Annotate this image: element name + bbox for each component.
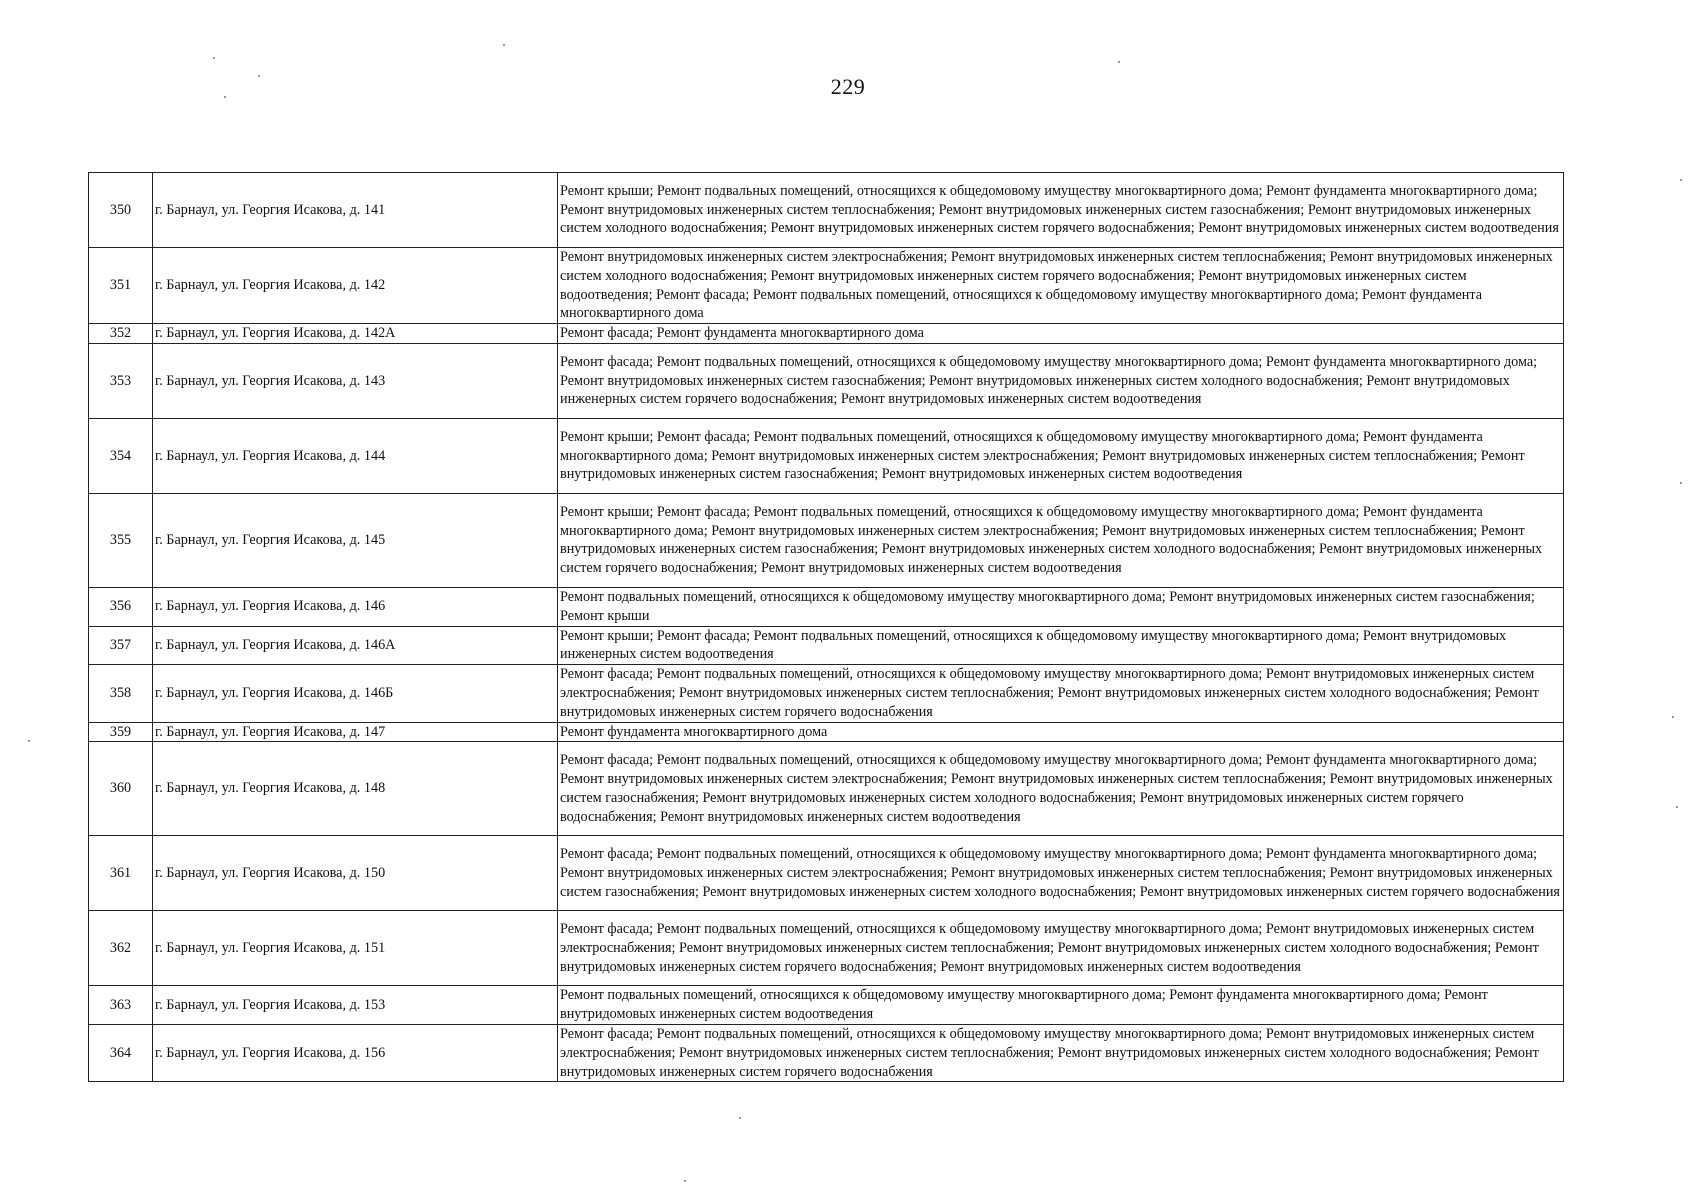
table-row [89,722,1564,742]
row-number: 357 [89,626,153,665]
row-works: Ремонт фасада; Ремонт подвальных помещений, относящихся к общедомовому имуществу многоквартирного дома; Ремонт внутридомовых инженерных систем электроснабжения; Ремонт внутридомовых инженерных систем теплоснабжения; Ремонт внутридомовых инженерных систем холодного водоснабжения; Ремонт внутридомовых инженерных систем горячего водоснабжения [558,1024,1564,1081]
table-row [89,173,1564,248]
row-number: 363 [89,986,153,1025]
row-number: 352 [89,324,153,344]
row-works: Ремонт крыши; Ремонт фасада; Ремонт подвальных помещений, относящихся к общедомовому имуществу многоквартирного дома; Ремонт фундамента многоквартирного дома; Ремонт внутридомовых инженерных систем электроснабжения; Ремонт внутридомовых инженерных систем теплоснабжения; Ремонт внутридомовых инженерных систем газоснабжения; Ремонт внутридомовых инженерных систем холодного водоснабжения; Ремонт внутридомовых инженерных систем горячего водоснабжения; Ремонт внутридомовых инженерных систем водоотведения [558,493,1564,587]
table-row [89,665,1564,722]
row-number: 351 [89,248,153,324]
row-address: г. Барнаул, ул. Георгия Исакова, д. 147 [153,722,558,742]
row-address: г. Барнаул, ул. Георгия Исакова, д. 144 [153,418,558,493]
row-address: г. Барнаул, ул. Георгия Исакова, д. 142 [153,248,558,324]
scan-speck [224,96,226,98]
scan-speck [258,75,260,77]
row-works: Ремонт внутридомовых инженерных систем электроснабжения; Ремонт внутридомовых инженерных систем теплоснабжения; Ремонт внутридомовых инженерных систем холодного водоснабжения; Ремонт внутридомовых инженерных систем горячего водоснабжения; Ремонт внутридомовых инженерных систем водоотведения; Ремонт фасада; Ремонт подвальных помещений, относящихся к общедомовому имуществу многоквартирного дома; Ремонт фундамента многоквартирного дома [558,248,1564,324]
row-address: г. Барнаул, ул. Георгия Исакова, д. 146А [153,626,558,665]
row-address: г. Барнаул, ул. Георгия Исакова, д. 143 [153,343,558,418]
row-works: Ремонт фасада; Ремонт подвальных помещений, относящихся к общедомовому имуществу многоквартирного дома; Ремонт внутридомовых инженерных систем электроснабжения; Ремонт внутридомовых инженерных систем теплоснабжения; Ремонт внутридомовых инженерных систем холодного водоснабжения; Ремонт внутридомовых инженерных систем горячего водоснабжения [558,665,1564,722]
table-row [89,1024,1564,1081]
row-works: Ремонт подвальных помещений, относящихся к общедомовому имуществу многоквартирного дома; Ремонт внутридомовых инженерных систем газоснабжения; Ремонт крыши [558,587,1564,626]
row-number: 350 [89,173,153,248]
table-row [89,324,1564,344]
row-works: Ремонт фасада; Ремонт подвальных помещений, относящихся к общедомовому имуществу многоквартирного дома; Ремонт фундамента многоквартирного дома; Ремонт внутридомовых инженерных систем газоснабжения; Ремонт внутридомовых инженерных систем холодного водоснабжения; Ремонт внутридомовых инженерных систем горячего водоснабжения; Ремонт внутридомовых инженерных систем водоотведения [558,343,1564,418]
row-works: Ремонт крыши; Ремонт подвальных помещений, относящихся к общедомовому имуществу многоквартирного дома; Ремонт фундамента многоквартирного дома; Ремонт внутридомовых инженерных систем теплоснабжения; Ремонт внутридомовых инженерных систем газоснабжения; Ремонт внутридомовых инженерных систем холодного водоснабжения; Ремонт внутридомовых инженерных систем горячего водоснабжения; Ремонт внутридомовых инженерных систем водоотведения [558,173,1564,248]
row-number: 364 [89,1024,153,1081]
scan-speck [1680,482,1682,484]
table-row [89,248,1564,324]
table-row [89,911,1564,986]
row-works: Ремонт фундамента многоквартирного дома [558,722,1564,742]
row-address: г. Барнаул, ул. Георгия Исакова, д. 151 [153,911,558,986]
row-address: г. Барнаул, ул. Георгия Исакова, д. 148 [153,742,558,836]
row-number: 361 [89,836,153,911]
scan-speck [684,1180,686,1182]
row-address: г. Барнаул, ул. Георгия Исакова, д. 146Б [153,665,558,722]
row-works: Ремонт фасада; Ремонт фундамента многоквартирного дома [558,324,1564,344]
row-number: 358 [89,665,153,722]
row-number: 353 [89,343,153,418]
row-works: Ремонт фасада; Ремонт подвальных помещений, относящихся к общедомовому имуществу многоквартирного дома; Ремонт внутридомовых инженерных систем электроснабжения; Ремонт внутридомовых инженерных систем теплоснабжения; Ремонт внутридомовых инженерных систем холодного водоснабжения; Ремонт внутридомовых инженерных систем горячего водоснабжения; Ремонт внутридомовых инженерных систем водоотведения [558,911,1564,986]
row-address: г. Барнаул, ул. Георгия Исакова, д. 142А [153,324,558,344]
scan-speck [1672,716,1674,718]
row-address: г. Барнаул, ул. Георгия Исакова, д. 146 [153,587,558,626]
table-row [89,587,1564,626]
scan-speck [1118,61,1120,63]
row-number: 356 [89,587,153,626]
scan-speck [213,57,215,59]
table-row [89,986,1564,1025]
table-row [89,418,1564,493]
row-works: Ремонт подвальных помещений, относящихся к общедомовому имуществу многоквартирного дома; Ремонт фундамента многоквартирного дома; Ремонт внутридомовых инженерных систем водоотведения [558,986,1564,1025]
table-row [89,742,1564,836]
row-address: г. Барнаул, ул. Георгия Исакова, д. 153 [153,986,558,1025]
table-row [89,493,1564,587]
row-number: 360 [89,742,153,836]
row-address: г. Барнаул, ул. Георгия Исакова, д. 141 [153,173,558,248]
scan-speck [28,740,30,742]
table-row [89,343,1564,418]
row-number: 362 [89,911,153,986]
table-row [89,626,1564,665]
row-works: Ремонт крыши; Ремонт фасада; Ремонт подвальных помещений, относящихся к общедомовому имуществу многоквартирного дома; Ремонт фундамента многоквартирного дома; Ремонт внутридомовых инженерных систем электроснабжения; Ремонт внутридомовых инженерных систем теплоснабжения; Ремонт внутридомовых инженерных систем газоснабжения; Ремонт внутридомовых инженерных систем водоотведения [558,418,1564,493]
table-row [89,836,1564,911]
scan-speck [1680,179,1682,181]
scan-speck [503,44,505,46]
repair-works-table [88,172,1564,1082]
row-number: 355 [89,493,153,587]
row-works: Ремонт фасада; Ремонт подвальных помещений, относящихся к общедомовому имуществу многоквартирного дома; Ремонт фундамента многоквартирного дома; Ремонт внутридомовых инженерных систем электроснабжения; Ремонт внутридомовых инженерных систем теплоснабжения; Ремонт внутридомовых инженерных систем газоснабжения; Ремонт внутридомовых инженерных систем холодного водоснабжения; Ремонт внутридомовых инженерных систем горячего водоснабжения [558,836,1564,911]
scan-speck [739,1117,741,1119]
row-works: Ремонт фасада; Ремонт подвальных помещений, относящихся к общедомовому имуществу многоквартирного дома; Ремонт фундамента многоквартирного дома; Ремонт внутридомовых инженерных систем электроснабжения; Ремонт внутридомовых инженерных систем теплоснабжения; Ремонт внутридомовых инженерных систем газоснабжения; Ремонт внутридомовых инженерных систем холодного водоснабжения; Ремонт внутридомовых инженерных систем горячего водоснабжения; Ремонт внутридомовых инженерных систем водоотведения [558,742,1564,836]
row-address: г. Барнаул, ул. Георгия Исакова, д. 156 [153,1024,558,1081]
row-number: 354 [89,418,153,493]
row-number: 359 [89,722,153,742]
row-works: Ремонт крыши; Ремонт фасада; Ремонт подвальных помещений, относящихся к общедомовому имуществу многоквартирного дома; Ремонт внутридомовых инженерных систем водоотведения [558,626,1564,665]
row-address: г. Барнаул, ул. Георгия Исакова, д. 150 [153,836,558,911]
scan-speck [1676,806,1678,808]
row-address: г. Барнаул, ул. Георгия Исакова, д. 145 [153,493,558,587]
table-body [89,173,1564,1082]
page-number: 229 [830,74,866,99]
